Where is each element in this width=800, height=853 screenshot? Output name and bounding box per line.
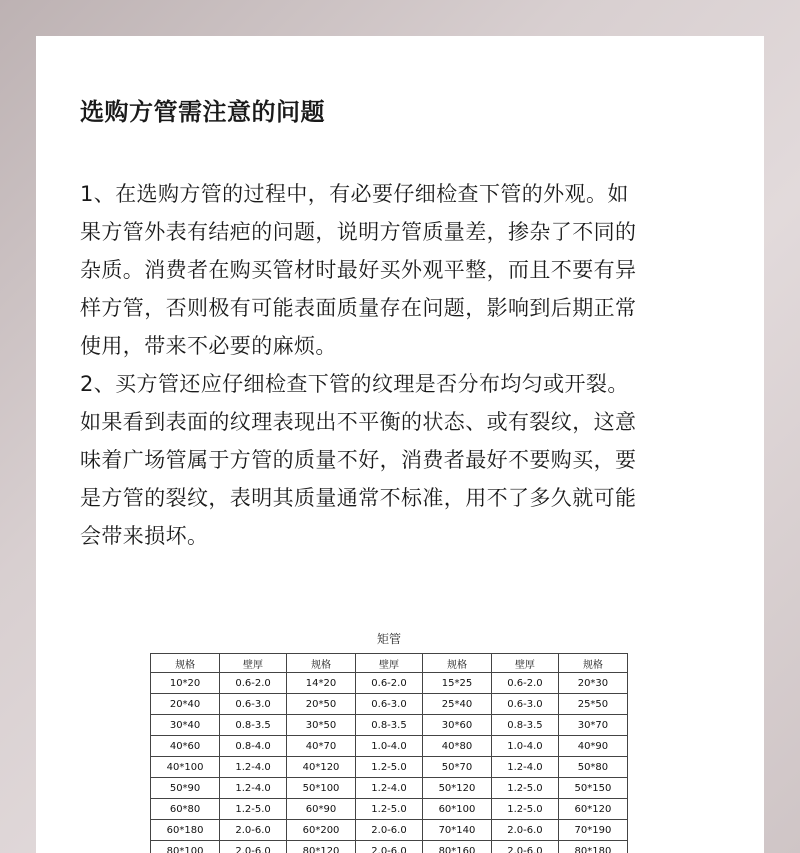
table-cell: 30*60 — [422, 715, 491, 736]
table-caption: 矩管 — [376, 632, 401, 646]
table-cell: 1.2-4.0 — [356, 778, 423, 799]
table-row — [151, 673, 628, 694]
table-cell: 50*120 — [422, 778, 491, 799]
table-cell: 2.0-6.0 — [356, 820, 423, 841]
header-cell: 规格 — [151, 654, 220, 673]
table-cell: 0.6-3.0 — [220, 694, 287, 715]
table-cell: 30*40 — [151, 715, 220, 736]
paragraph-1-line: 样方管，否则极有可能表面质量存在问题，影响到后期正常 — [80, 296, 637, 320]
table-cell: 25*50 — [558, 694, 627, 715]
table-cell: 80*100 — [151, 841, 220, 853]
table-cell: 0.6-2.0 — [492, 673, 559, 694]
table-cell: 60*200 — [286, 820, 355, 841]
table-cell: 2.0-6.0 — [492, 820, 559, 841]
paragraph-1-line: 1、在选购方管的过程中，有必要仔细检查下管的外观。如 — [80, 182, 629, 206]
table-cell: 0.8-4.0 — [220, 736, 287, 757]
table-cell: 20*50 — [286, 694, 355, 715]
table-cell: 2.0-6.0 — [220, 820, 287, 841]
table-cell: 1.2-4.0 — [492, 757, 559, 778]
table-cell: 60*120 — [558, 799, 627, 820]
table-cell: 14*20 — [286, 673, 355, 694]
table-cell: 20*30 — [558, 673, 627, 694]
spec-table-image — [150, 630, 628, 853]
table-cell: 30*50 — [286, 715, 355, 736]
table-cell: 20*40 — [151, 694, 220, 715]
table-cell: 1.0-4.0 — [492, 736, 559, 757]
table-row — [151, 694, 628, 715]
table-cell: 70*140 — [422, 820, 491, 841]
table-cell: 60*100 — [422, 799, 491, 820]
table-cell: 40*100 — [151, 757, 220, 778]
table-cell: 30*70 — [558, 715, 627, 736]
table-cell: 15*25 — [422, 673, 491, 694]
table-cell: 80*120 — [286, 841, 355, 853]
paragraph-2-line: 味着广场管属于方管的质量不好，消费者最好不要购买，要 — [80, 448, 637, 472]
header-cell: 规格 — [558, 654, 627, 673]
paragraph-1-line: 杂质。消费者在购买管材时最好买外观平整，而且不要有异 — [80, 258, 637, 282]
table-row — [151, 820, 628, 841]
spec-table — [150, 653, 628, 853]
table-row — [151, 778, 628, 799]
table-cell: 0.6-3.0 — [492, 694, 559, 715]
table-cell: 50*70 — [422, 757, 491, 778]
article-body — [80, 175, 720, 555]
table-cell: 1.2-5.0 — [492, 778, 559, 799]
table-cell: 40*80 — [422, 736, 491, 757]
table-cell: 0.6-3.0 — [356, 694, 423, 715]
table-cell: 40*60 — [151, 736, 220, 757]
table-cell: 1.2-5.0 — [356, 799, 423, 820]
paragraph-2-line: 会带来损坏。 — [80, 524, 209, 548]
paragraph-2-line: 是方管的裂纹，表明其质量通常不标准，用不了多久就可能 — [80, 486, 637, 510]
header-cell: 壁厚 — [220, 654, 287, 673]
paragraph-1-line: 使用，带来不必要的麻烦。 — [80, 334, 337, 358]
table-row — [151, 715, 628, 736]
table-cell: 2.0-6.0 — [356, 841, 423, 853]
table-cell: 80*160 — [422, 841, 491, 853]
table-cell: 40*70 — [286, 736, 355, 757]
table-cell: 50*100 — [286, 778, 355, 799]
table-cell: 1.2-4.0 — [220, 757, 287, 778]
table-cell: 10*20 — [151, 673, 220, 694]
table-cell: 60*180 — [151, 820, 220, 841]
table-header-row — [151, 654, 628, 673]
table-cell: 0.6-2.0 — [356, 673, 423, 694]
table-cell: 1.2-4.0 — [220, 778, 287, 799]
table-cell: 70*190 — [558, 820, 627, 841]
table-row — [151, 841, 628, 853]
paragraph-1-line: 果方管外表有结疤的问题，说明方管质量差，掺杂了不同的 — [80, 220, 637, 244]
table-cell: 1.2-5.0 — [356, 757, 423, 778]
header-cell: 壁厚 — [356, 654, 423, 673]
table-cell: 50*150 — [558, 778, 627, 799]
table-cell: 1.2-5.0 — [220, 799, 287, 820]
table-cell: 40*120 — [286, 757, 355, 778]
table-cell: 40*90 — [558, 736, 627, 757]
table-cell: 50*80 — [558, 757, 627, 778]
table-cell: 0.8-3.5 — [492, 715, 559, 736]
table-cell: 1.0-4.0 — [356, 736, 423, 757]
table-cell: 0.6-2.0 — [220, 673, 287, 694]
table-cell: 1.2-5.0 — [492, 799, 559, 820]
article-title: 选购方管需注意的问题 — [80, 98, 325, 126]
table-cell: 0.8-3.5 — [220, 715, 287, 736]
header-cell: 规格 — [422, 654, 491, 673]
paragraph-2-line: 如果看到表面的纹理表现出不平衡的状态、或有裂纹，这意 — [80, 410, 637, 434]
table-cell: 60*90 — [286, 799, 355, 820]
table-cell: 80*180 — [558, 841, 627, 853]
paragraph-2-line: 2、买方管还应仔细检查下管的纹理是否分布均匀或开裂。 — [80, 372, 629, 396]
table-cell: 2.0-6.0 — [492, 841, 559, 853]
table-cell: 50*90 — [151, 778, 220, 799]
table-row — [151, 736, 628, 757]
header-cell: 壁厚 — [492, 654, 559, 673]
header-cell: 规格 — [286, 654, 355, 673]
table-row — [151, 799, 628, 820]
table-cell: 25*40 — [422, 694, 491, 715]
table-cell: 0.8-3.5 — [356, 715, 423, 736]
table-row — [151, 757, 628, 778]
table-cell: 60*80 — [151, 799, 220, 820]
table-cell: 2.0-6.0 — [220, 841, 287, 853]
